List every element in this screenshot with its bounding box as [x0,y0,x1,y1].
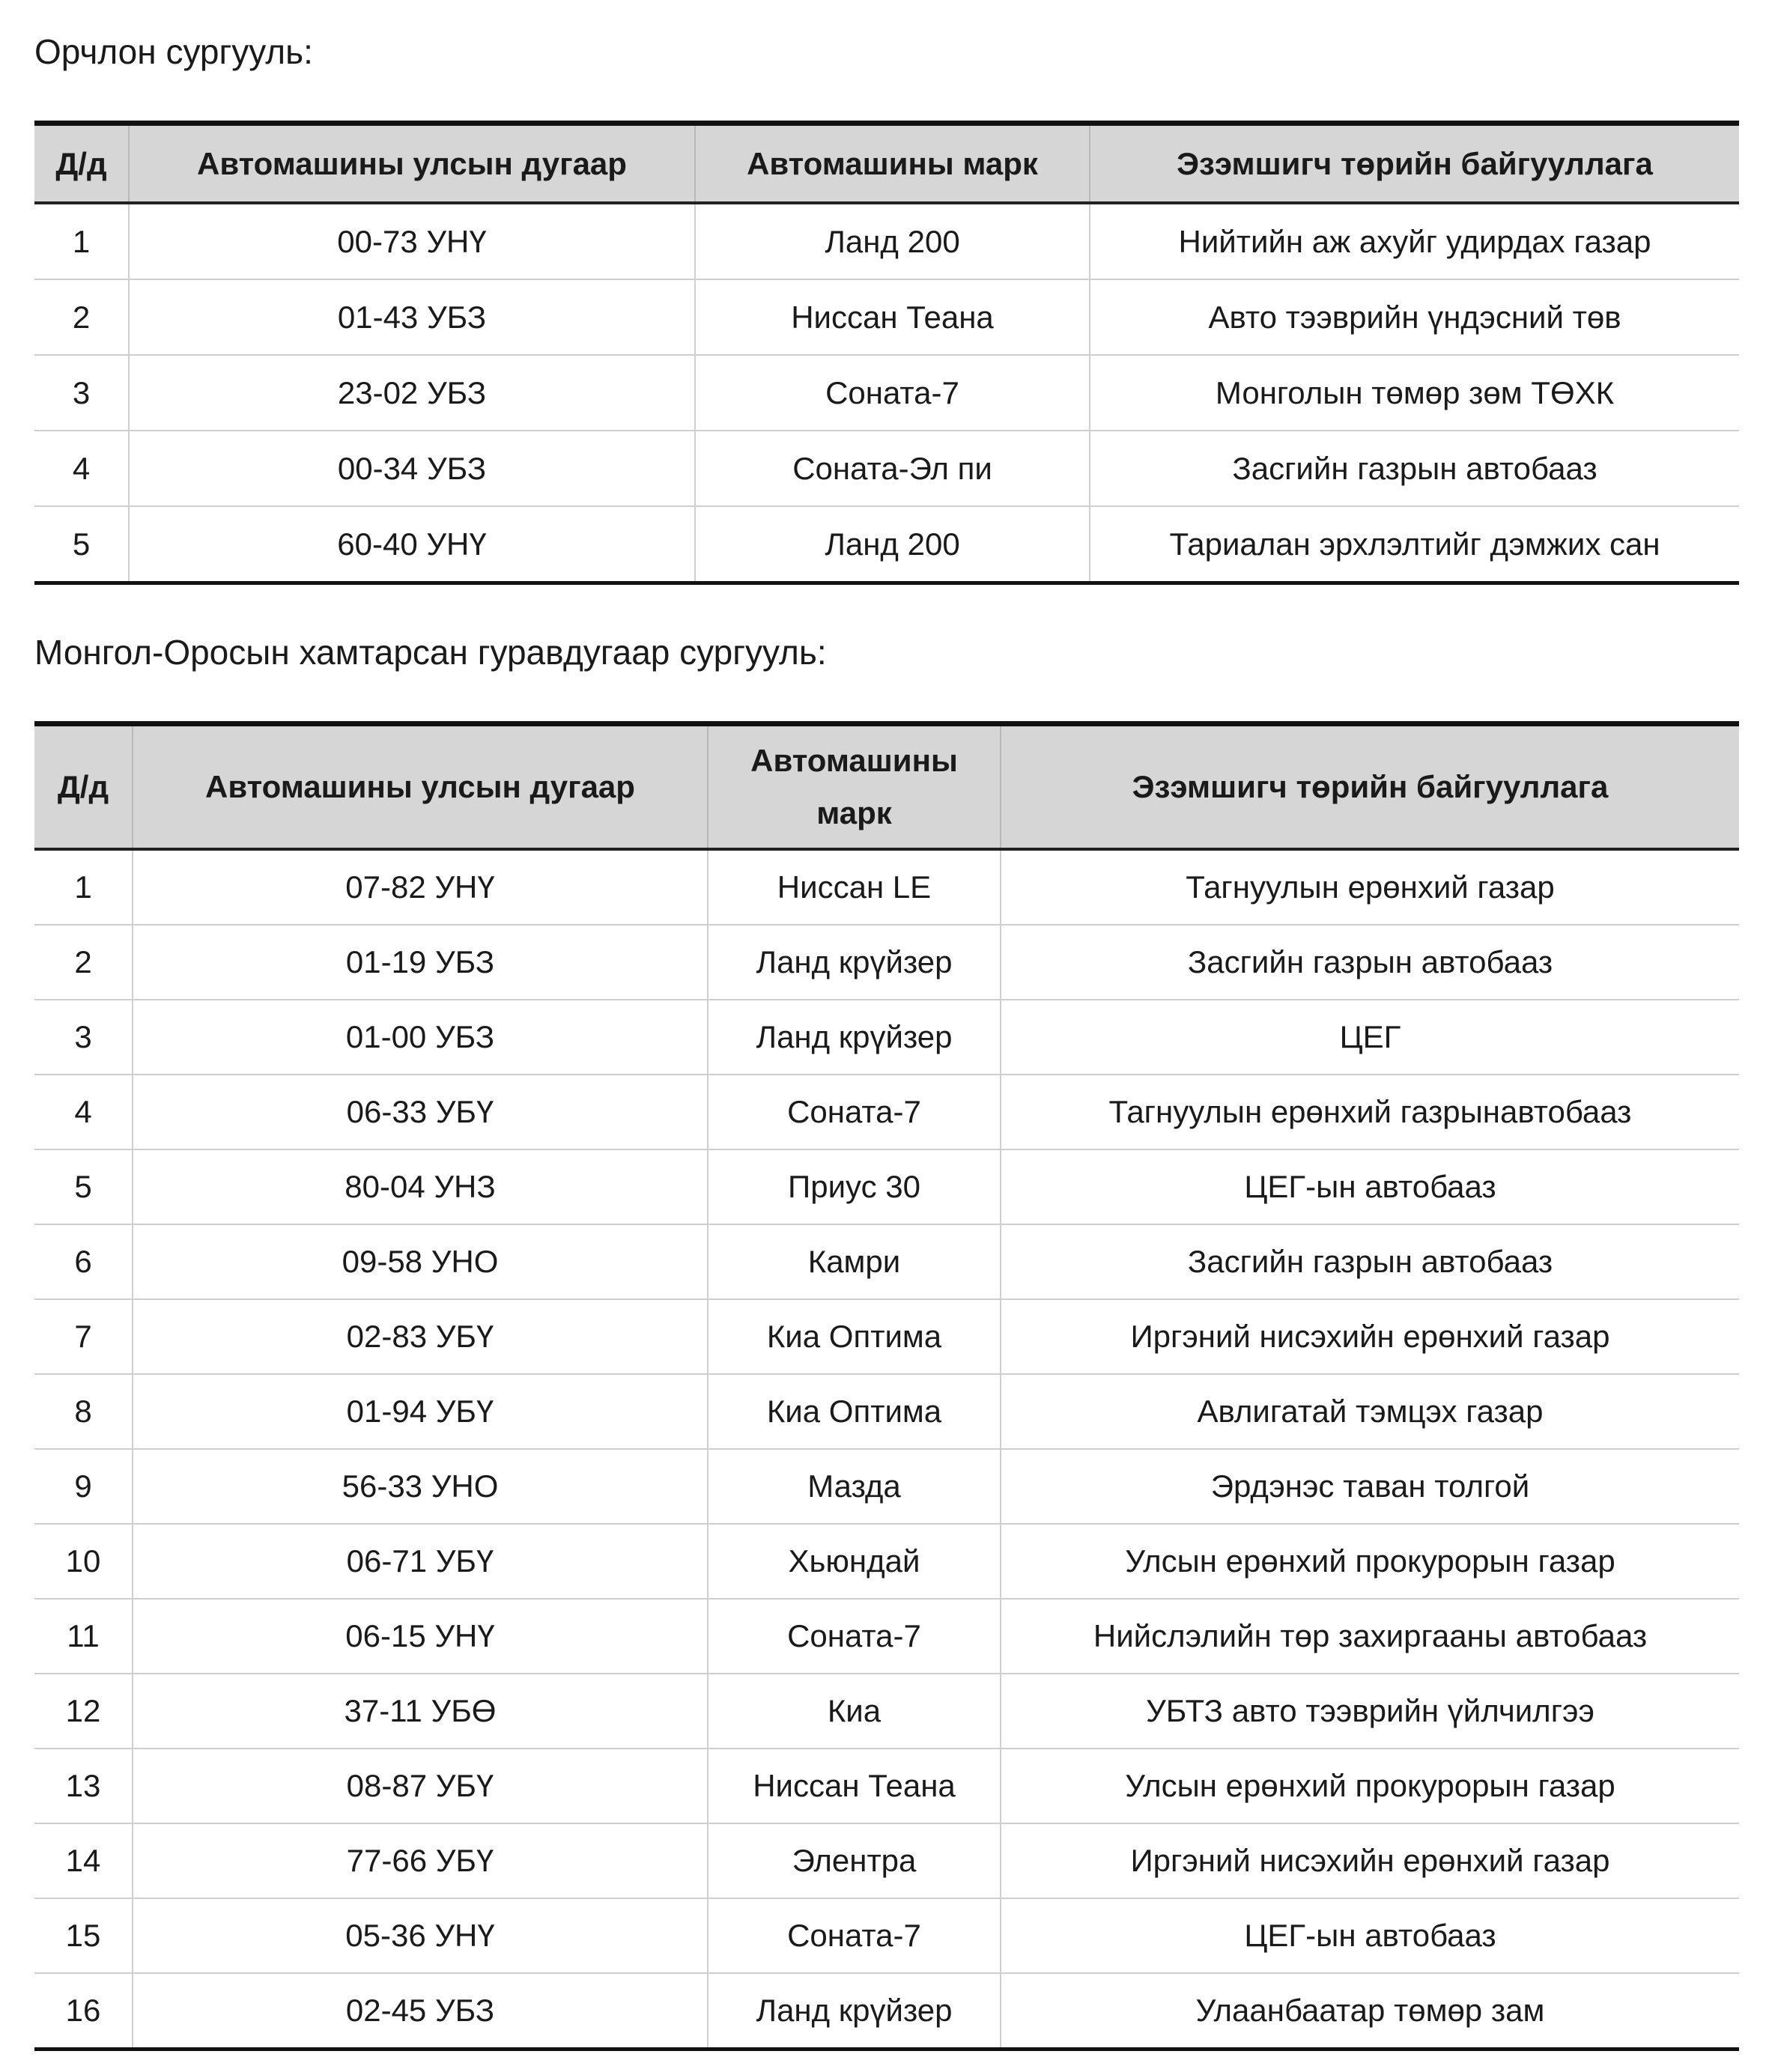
cell-make: Ланд крүйзер [708,1973,1001,2050]
cell-owner: Нийслэлийн төр захиргааны автобааз [1001,1599,1739,1674]
cell-owner: Нийтийн аж ахуйг удирдах газар [1090,203,1739,279]
cell-number: 3 [34,1000,133,1075]
cell-owner: Улаанбаатар төмөр зам [1001,1973,1739,2050]
cell-owner: Улсын ерөнхий прокурорын газар [1001,1749,1739,1823]
cell-number: 15 [34,1898,133,1973]
cell-number: 2 [34,925,133,1000]
cell-make: Соната-7 [708,1599,1001,1674]
table-row [34,1224,1739,1299]
table-row [34,1000,1739,1075]
cell-make: Ланд 200 [695,203,1090,279]
cell-owner: Авлигатай тэмцэх газар [1001,1374,1739,1449]
cell-make: Камри [708,1224,1001,1299]
cell-plate: 37-11 УБӨ [133,1674,708,1749]
cell-plate: 00-73 УНҮ [129,203,695,279]
vehicles-table-1 [34,121,1739,585]
table-row [34,1599,1739,1674]
cell-number: 4 [34,431,129,506]
cell-owner: Эрдэнэс таван толгой [1001,1449,1739,1524]
cell-make: Ниссан Теана [695,279,1090,355]
cell-plate: 06-33 УБҮ [133,1075,708,1149]
cell-number: 11 [34,1599,133,1674]
cell-number: 16 [34,1973,133,2050]
col-header-number: Д/д [34,724,133,850]
table-row [34,1149,1739,1224]
cell-number: 8 [34,1374,133,1449]
cell-number: 14 [34,1823,133,1898]
col-header-owner: Эзэмшигч төрийн байгууллага [1001,724,1739,850]
cell-owner: Тагнуулын ерөнхий газар [1001,849,1739,925]
cell-make: Хьюндай [708,1524,1001,1599]
cell-make: Ланд 200 [695,506,1090,583]
table-row [34,1075,1739,1149]
cell-number: 1 [34,849,133,925]
cell-owner: Засгийн газрын автобааз [1090,431,1739,506]
cell-make: Ниссан Теана [708,1749,1001,1823]
cell-plate: 07-82 УНҮ [133,849,708,925]
cell-owner: Иргэний нисэхийн ерөнхий газар [1001,1823,1739,1898]
cell-number: 13 [34,1749,133,1823]
cell-plate: 01-19 УБЗ [133,925,708,1000]
cell-number: 12 [34,1674,133,1749]
cell-plate: 06-15 УНҮ [133,1599,708,1674]
cell-plate: 00-34 УБЗ [129,431,695,506]
cell-plate: 23-02 УБЗ [129,355,695,431]
cell-make: Соната-7 [708,1075,1001,1149]
cell-owner: Тагнуулын ерөнхий газрынавтобааз [1001,1075,1739,1149]
cell-plate: 02-83 УБҮ [133,1299,708,1374]
cell-owner: Засгийн газрын автобааз [1001,1224,1739,1299]
cell-number: 2 [34,279,129,355]
cell-number: 10 [34,1524,133,1599]
cell-number: 6 [34,1224,133,1299]
table-row [34,279,1739,355]
table-row [34,1449,1739,1524]
cell-make: Соната-7 [708,1898,1001,1973]
col-header-make: Автомашины марк [695,124,1090,204]
table-header-row [34,724,1739,850]
cell-number: 5 [34,506,129,583]
cell-owner: ЦЕГ [1001,1000,1739,1075]
cell-make: Соната-7 [695,355,1090,431]
cell-plate: 60-40 УНҮ [129,506,695,583]
table-row [34,506,1739,583]
table-row [34,1374,1739,1449]
cell-make: Ниссан LE [708,849,1001,925]
cell-number: 7 [34,1299,133,1374]
table-row [34,1749,1739,1823]
col-header-plate: Автомашины улсын дугаар [133,724,708,850]
table-row [34,1898,1739,1973]
cell-make: Элентра [708,1823,1001,1898]
cell-number: 9 [34,1449,133,1524]
cell-plate: 01-43 УБЗ [129,279,695,355]
cell-make: Соната-Эл пи [695,431,1090,506]
cell-make: Приус 30 [708,1149,1001,1224]
vehicles-table-2 [34,721,1739,2051]
cell-make: Киа Оптима [708,1299,1001,1374]
section1-heading: Орчлон сургууль: [34,32,313,71]
cell-make: Мазда [708,1449,1001,1524]
cell-make: Киа Оптима [708,1374,1001,1449]
cell-plate: 56-33 УНО [133,1449,708,1524]
cell-owner: Авто тээврийн үндэсний төв [1090,279,1739,355]
col-header-owner: Эзэмшигч төрийн байгууллага [1090,124,1739,204]
cell-owner: ЦЕГ-ын автобааз [1001,1898,1739,1973]
cell-owner: Иргэний нисэхийн ерөнхий газар [1001,1299,1739,1374]
table-row [34,1823,1739,1898]
cell-plate: 01-00 УБЗ [133,1000,708,1075]
table-row [34,1299,1739,1374]
cell-number: 4 [34,1075,133,1149]
cell-number: 1 [34,203,129,279]
cell-number: 3 [34,355,129,431]
table-row [34,203,1739,279]
cell-plate: 06-71 УБҮ [133,1524,708,1599]
table-row [34,431,1739,506]
table-row [34,355,1739,431]
table-header-row [34,124,1739,204]
cell-plate: 08-87 УБҮ [133,1749,708,1823]
cell-make: Ланд крүйзер [708,925,1001,1000]
cell-number: 5 [34,1149,133,1224]
col-header-plate: Автомашины улсын дугаар [129,124,695,204]
col-header-number: Д/д [34,124,129,204]
table-row [34,1674,1739,1749]
section2-heading: Монгол-Оросын хамтарсан гуравдугаар сургууль: [34,633,827,672]
cell-owner: Улсын ерөнхий прокурорын газар [1001,1524,1739,1599]
table-row [34,1973,1739,2050]
cell-owner: Тариалан эрхлэлтийг дэмжих сан [1090,506,1739,583]
col-header-make: Автомашины марк [708,724,1001,850]
cell-owner: Засгийн газрын автобааз [1001,925,1739,1000]
table-row [34,1524,1739,1599]
table-row [34,925,1739,1000]
cell-make: Киа [708,1674,1001,1749]
cell-owner: ЦЕГ-ын автобааз [1001,1149,1739,1224]
cell-owner: Монголын төмөр зөм ТӨХК [1090,355,1739,431]
cell-plate: 80-04 УНЗ [133,1149,708,1224]
cell-owner: УБТЗ авто тээврийн үйлчилгээ [1001,1674,1739,1749]
table-row [34,849,1739,925]
cell-plate: 02-45 УБЗ [133,1973,708,2050]
cell-plate: 77-66 УБҮ [133,1823,708,1898]
cell-plate: 05-36 УНҮ [133,1898,708,1973]
cell-make: Ланд крүйзер [708,1000,1001,1075]
cell-plate: 09-58 УНО [133,1224,708,1299]
cell-plate: 01-94 УБҮ [133,1374,708,1449]
